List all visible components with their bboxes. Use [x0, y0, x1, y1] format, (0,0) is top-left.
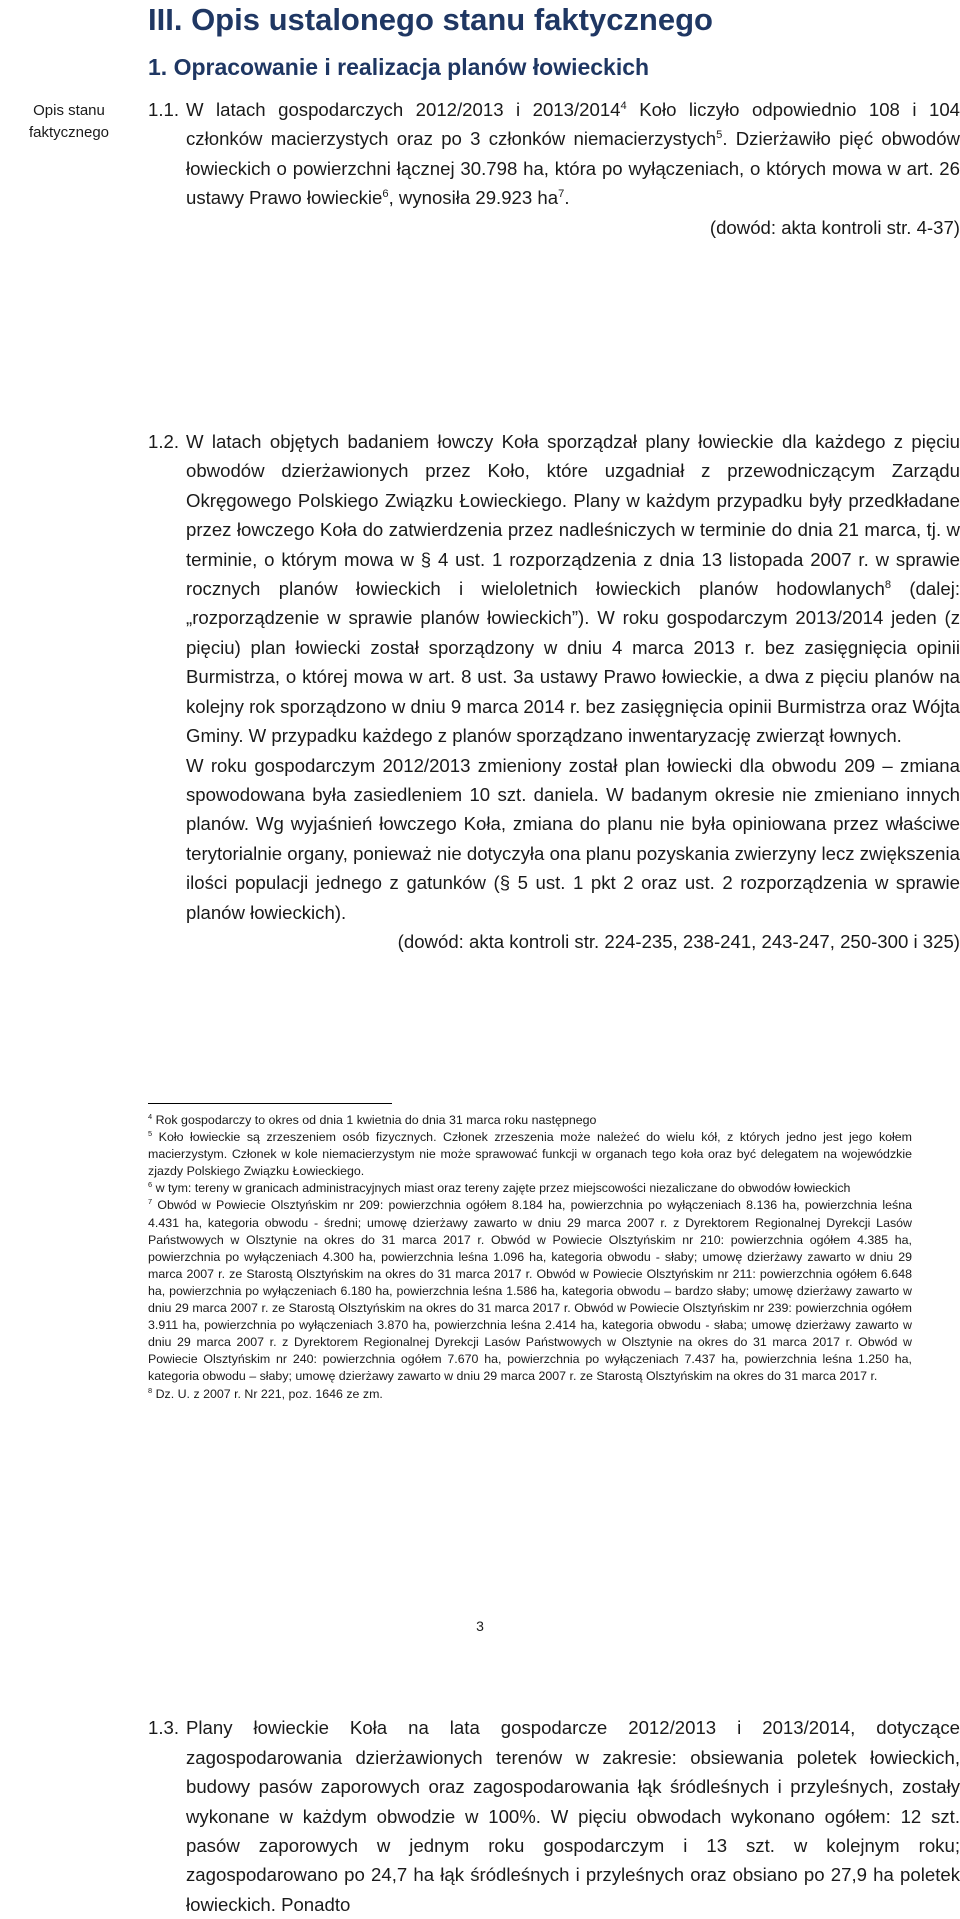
evidence-note: (dowód: akta kontroli str. 224-235, 238-241, 243-247, 250-300 i 325)	[397, 930, 960, 952]
paragraph-1-3	[148, 1713, 960, 1919]
subsection-heading: 1. Opracowanie i realizacja planów łowieckich	[148, 54, 650, 80]
footnote-ref[interactable]: 7	[558, 188, 565, 201]
page-number: 3	[476, 1618, 484, 1634]
footnote-ref[interactable]: 5	[716, 129, 723, 142]
footnote: $^6$ w tym: tereny w granicach administracyjnych miast oraz tereny zajęte przez miejscowości niezaliczane do obwodów łowieckich	[148, 1180, 851, 1196]
sidebar-label: Opis stanu faktycznego	[28, 102, 110, 141]
footnote-ref[interactable]: 6	[382, 188, 389, 201]
footnote: $^7$ Obwód w Powiecie Olsztyńskim nr 209: powierzchnia ogółem 8.184 ha, powierzchnia po wyłączeniach 8.136 ha, powierzchnia leśna 4.431 ha, kategoria obwodu - średni; umowę dzierżawy zawarto w dniu 29 marca 2007 r. z Dyrektorem Regionalnej Dyrekcji Lasów Państwowych w Olsztynie na okres do 31 marca 2017 r. Obwód w Powiecie Olsztyńskim nr 210: powierzchnia ogółem 4.385 ha, powierzchnia po wyłączeniach 4.300 ha, powierzchnia leśna 1.096 ha, kategoria obwodu - słaby; umowę dzierżawy zawarto w dniu 29 marca 2007 r. ze Starostą Olsztyńskim na okres do 31 marca 2017 r. Obwód w Powiecie Olsztyńskim nr 211: powierzchnia ogółem 6.648 ha, powierzchnia po wyłączeniach 6.180 ha, powierzchnia leśna 1.586 ha, kategoria obwodu – bardzo słaby; umowę dzierżawy zawarto w dniu 29 marca 2007 r. ze Starostą Olsztyńskim na okres do 31 marca 2017 r. Obwód w Powiecie Olsztyńskim nr 239: powierzchnia ogółem 3.911 ha, powierzchnia po wyłączeniach 3.870 ha, powierzchnia leśna 2.414 ha, kategoria obwodu - słaba; umowę dzierżawy zawarto w dniu 29 marca 2007 r. z Dyrektorem Regionalnej Dyrekcji Lasów Państwowych w Olsztynie na okres do 31 marca 2017 r. Obwód w Powiecie Olsztyńskim nr 240: powierzchnia ogółem 7.670 ha, powierzchnia po wyłączeniach 7.437 ha, powierzchnia leśna 1.250 ha, kategoria obwodu – słaby; umowę dzierżawy zawarto w dniu 29 marca 2007 r. ze Starostą Olsztyńskim na okres do 31 marca 2017 r.	[148, 1197, 912, 1384]
footnotes	[148, 1112, 912, 1403]
footnote-separator	[148, 1103, 392, 1104]
footnote: $^8$ Dz. U. z 2007 r. Nr 221, poz. 1646 ze zm.	[148, 1385, 383, 1401]
footnote-ref[interactable]: 8	[884, 578, 892, 591]
paragraph-text: W latach gospodarczych 2012/2013 i 2013/2014$^4$ Koło liczyło odpowiednio 108 i 104 członków macierzystych oraz po 3 członków niemacierzystych$^5$. Dzierżawiło pięć obwodów łowieckich o powierzchni łącznej 30.798 ha, która po wyłączeniach, o których mowa w art. 26 ustawy Prawo łowieckie$^6$, wynosiła 29.923 $ha^7$.	[186, 99, 960, 209]
paragraph-number: 1.1.	[148, 99, 180, 120]
paragraph-text-continued: W roku gospodarczym 2012/2013 zmieniony został plan łowiecki dla obwodu 209 – zmiana spowodowana była zasiedleniem 10 szt. daniela. W badanym okresie nie zmieniano innych planów. Wg wyjaśnień łowczego Koła, zmiana do planu nie była opiniowana przez właściwe terytorialnie organy, ponieważ nie dotyczyła ona planu pozyskania zwierzyny lecz zwiększenia ilości populacji jednego z gatunków (§ 5 ust. 1 pkt 2 oraz ust. 2 rozporządzenia w sprawie planów łowieckich).	[186, 754, 960, 923]
paragraph-text: W latach objętych badaniem łowczy Koła sporządzał plany łowieckie dla każdego z pięciu obwodów dzierżawionych przez Koło, które uzgadniał z przewodniczącym Zarządu Okręgowego Polskiego Związku Łowieckiego. Plany w każdym przypadku były przedkładane przez łowczego Koła do zatwierdzenia przez nadleśniczych w terminie do dnia 21 marca, tj. w terminie, o którym mowa w § 4 ust. 1 rozporządzenia z dnia 13 listopada 2007 r. w sprawie rocznych planów łowieckich i wieloletnich łowieckich planów hodowlanych$^8$ (dalej: „rozporządzenie w sprawie planów łowieckich”). W roku gospodarczym 2013/2014 jeden (z pięciu) plan łowiecki został sporządzony w dniu 4 marca 2013 r. bez zasięgnięcia opinii Burmistrza, o której mowa w art. 8 ust. 3a ustawy Prawo łowieckie, a dwa z pięciu planów na kolejny rok sporządzono w dniu 9 marca 2014 r. bez zasięgnięcia opinii Burmistrza oraz Wójta Gminy. W przypadku każdego z planów sporządzano inwentaryzację zwierząt łownych.	[186, 431, 960, 747]
footnote-ref[interactable]: 4	[620, 99, 627, 112]
footnote: $^5$ Koło łowieckie są zrzeszeniem osób fizycznych. Członek zrzeszenia może należeć do wielu kół, z których jedno jest jego kołem macierzystym. Członek w kole niemacierzystym nie może sprawować funkcji w organach tego koła oraz być delegatem na wojewódzkie zjazdy Polskiego Związku Łowieckiego.	[148, 1128, 912, 1179]
paragraph-1-2	[148, 427, 960, 956]
evidence-note: (dowód: akta kontroli str. 4-37)	[709, 216, 960, 238]
section-heading: III. Opis ustalonego stanu faktycznego	[148, 2, 713, 37]
footnote: $^4$ Rok gospodarczy to okres od dnia 1 kwietnia do dnia 31 marca roku następnego	[148, 1111, 597, 1127]
paragraph-text: Plany łowieckie Koła na lata gospodarcze 2012/2013 i 2013/2014, dotyczące zagospodarowania dzierżawionych terenów w zakresie: obsiewania poletek łowieckich, budowy pasów zaporowych oraz zagospodarowania łąk śródleśnych i przyleśnych, zostały wykonane w każdym obwodzie w 100%. W pięciu obwodach wykonano ogółem: 12 szt. pasów zaporowych w jednym roku gospodarczym i 13 szt. w kolejnym roku; zagospodarowano po 24,7 ha łąk śródleśnych i przyleśnych oraz obsiano po 27,9 ha poletek łowieckich. Ponadto	[186, 1717, 960, 1915]
paragraph-number: 1.2.	[148, 431, 180, 453]
paragraph-1-1	[148, 95, 960, 242]
paragraph-number: 1.3.	[148, 1717, 180, 1739]
